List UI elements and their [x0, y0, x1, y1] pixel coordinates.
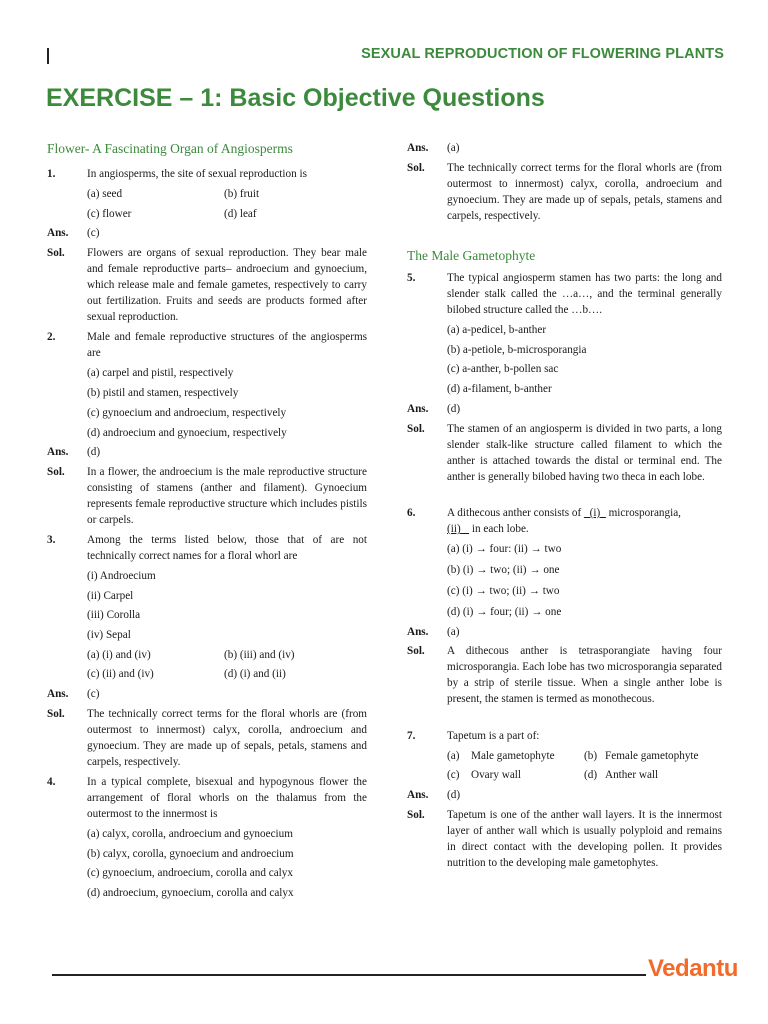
answer-value: (d) [447, 789, 461, 801]
solution-5 [407, 421, 722, 485]
option-a: (a) a-pedicel, b-anther [447, 324, 547, 336]
option-b: (b) (i) → two; (ii) → one [447, 564, 560, 576]
option-a: Male gametophyte [471, 750, 555, 762]
question-text-pre: A dithecous anther consists of [447, 507, 582, 519]
solution-6 [407, 643, 722, 707]
question-number: 4. [47, 776, 56, 788]
question-7 [407, 728, 722, 744]
blank-2: (ii) [447, 523, 461, 535]
header-divider [47, 48, 49, 64]
solution-label: Sol. [407, 162, 425, 174]
answer-6 [407, 624, 722, 640]
answer-1 [47, 225, 367, 241]
question-number: 5. [407, 272, 416, 284]
option-c: (c) a-anther, b-pollen sac [447, 363, 559, 375]
question-text: In a typical complete, bisexual and hypogynous flower the arrangement of floral whorls on the thalamus from the outermost to the innermost is [87, 776, 367, 820]
question-text: In angiosperms, the site of sexual reproduction is [87, 168, 307, 180]
question-text-mid: microsporangia, [608, 507, 681, 519]
solution-label: Sol. [47, 466, 65, 478]
question-text: The typical angiosperm stamen has two parts: the long and slender stalk called the …a…, and the terminal generally bilobed structure called the …b…. [447, 272, 722, 316]
question-text [447, 505, 722, 537]
option-b: Female gametophyte [605, 750, 699, 762]
answer-7 [407, 787, 722, 803]
solution-3 [47, 706, 367, 770]
solution-label: Sol. [47, 247, 65, 259]
answer-3 [47, 686, 367, 702]
solution-label: Sol. [407, 423, 425, 435]
option-c: (c) (ii) and (iv) [87, 668, 154, 680]
option-b: (b) calyx, corolla, gynoecium and androecium [87, 848, 294, 860]
answer-value: (a) [447, 142, 460, 154]
option-c: (c) (i) → two; (ii) → two [447, 585, 560, 597]
option-d: Anther wall [605, 769, 659, 781]
answer-5 [407, 401, 722, 417]
question-1 [47, 166, 367, 182]
option-a: (a) carpel and pistil, respectively [87, 367, 234, 379]
answer-4 [407, 140, 722, 156]
answer-label: Ans. [407, 403, 429, 415]
option-d-letter: (d) [584, 769, 598, 781]
section-heading-male-gametophyte: The Male Gametophyte [407, 248, 536, 263]
solution-text: The stamen of an angiosperm is divided in two parts, a long slender stalk-like structure called filament to which the anther is attached towards the distal or terminal end. The anther is generally bilobed having two theca in each lobe. [447, 423, 722, 483]
answer-value: (d) [87, 446, 101, 458]
answer-value: (a) [447, 626, 460, 638]
option-a-letter: (a) [447, 750, 460, 762]
section-heading-flower: Flower- A Fascinating Organ of Angiosperms [47, 141, 293, 156]
option-c: (c) flower [87, 208, 132, 220]
blank-1: _(i)_ [584, 507, 606, 519]
option-d: (d) leaf [224, 208, 257, 220]
option-d: (d) (i) and (ii) [224, 668, 286, 680]
question-text: Male and female reproductive structures of the angiosperms are [87, 331, 367, 359]
question-4 [47, 774, 367, 822]
solution-text: Tapetum is one of the anther wall layers. It is the innermost layer of anther wall which is usually polyploid and remains in direct contact with the developing pollen. It provides nutrition to the developing male gametophytes. [447, 809, 722, 869]
option-d: (d) a-filament, b-anther [447, 383, 552, 395]
option-d: (d) androecium, gynoecium, corolla and calyx [87, 887, 294, 899]
option-c: Ovary wall [471, 769, 522, 781]
solution-label: Sol. [407, 645, 425, 657]
question-number: 1. [47, 168, 56, 180]
answer-value: (d) [447, 403, 461, 415]
chapter-title: SEXUAL REPRODUCTION OF FLOWERING PLANTS [361, 46, 724, 62]
question-5 [407, 270, 722, 318]
answer-value: (c) [87, 688, 100, 700]
option-a: (a) calyx, corolla, androecium and gynoecium [87, 828, 293, 840]
solution-7 [407, 807, 722, 871]
item-i: (i) Androecium [87, 570, 156, 582]
solution-text: The technically correct terms for the floral whorls are (from outermost to innermost) calyx, corolla, androecium and gynoecium. They are made up of sepals, petals, stamens and carpels, respectively. [87, 708, 367, 768]
question-number: 6. [407, 507, 416, 519]
option-c-letter: (c) [447, 769, 460, 781]
solution-text: A dithecous anther is tetrasporangiate having four microsporangia. Each lobe has two microsporangia separated by a strip of sterile tissue. When a single anther lobe is present, the stamen is termed as monothecous. [447, 645, 722, 705]
solution-text: The technically correct terms for the floral whorls are (from outermost to innermost) calyx, corolla, androecium and gynoecium. They are made up of sepals, petals, stamens and carpels, respectively. [447, 162, 722, 222]
option-d: (d) androecium and gynoecium, respectively [87, 427, 287, 439]
question-6 [407, 505, 722, 537]
solution-2 [47, 464, 367, 528]
option-c: (c) gynoecium and androecium, respectively [87, 407, 287, 419]
option-b: (b) a-petiole, b-microsporangia [447, 344, 587, 356]
exercise-title: EXERCISE – 1: Basic Objective Questions [46, 84, 545, 112]
item-iii: (iii) Corolla [87, 609, 141, 621]
option-c: (c) gynoecium, androecium, corolla and calyx [87, 867, 293, 879]
option-d: (d) (i) → four; (ii) → one [447, 606, 562, 618]
answer-label: Ans. [407, 142, 429, 154]
solution-text: In a flower, the androecium is the male reproductive structure consisting of stamens (anther and filament). Gynoecium represents female reproductive structure which includes pistils or carpels. [87, 466, 367, 526]
question-2 [47, 329, 367, 361]
question-number: 2. [47, 331, 56, 343]
footer-divider [52, 974, 646, 976]
item-ii: (ii) Carpel [87, 590, 134, 602]
question-text: Among the terms listed below, those that of are not technically correct names for a floral whorl are [87, 534, 367, 562]
answer-label: Ans. [47, 446, 69, 458]
answer-label: Ans. [407, 626, 429, 638]
option-b-letter: (b) [584, 750, 598, 762]
option-b: (b) (iii) and (iv) [224, 649, 295, 661]
question-3 [47, 532, 367, 564]
option-a: (a) seed [87, 188, 123, 200]
answer-label: Ans. [47, 688, 69, 700]
solution-label: Sol. [407, 809, 425, 821]
solution-label: Sol. [47, 708, 65, 720]
answer-2 [47, 444, 367, 460]
option-b: (b) fruit [224, 188, 260, 200]
item-iv: (iv) Sepal [87, 629, 131, 641]
solution-text: Flowers are organs of sexual reproduction. They bear male and female reproductive parts– androecium and gynoecium, which release male and female gametes, respectively to carry out fertilization. Fruits and seeds are products formed after sexual reproduction. [87, 247, 367, 323]
question-text-post: in each lobe. [471, 523, 529, 535]
option-a: (a) (i) and (iv) [87, 649, 151, 661]
answer-label: Ans. [407, 789, 429, 801]
vedantu-logo: Vedantu [648, 955, 738, 982]
question-text: Tapetum is a part of: [447, 730, 540, 742]
solution-4 [407, 160, 722, 224]
question-number: 7. [407, 730, 416, 742]
solution-1 [47, 245, 367, 325]
option-b: (b) pistil and stamen, respectively [87, 387, 239, 399]
option-a: (a) (i) → four: (ii) → two [447, 543, 562, 555]
answer-value: (c) [87, 227, 100, 239]
answer-label: Ans. [47, 227, 69, 239]
question-number: 3. [47, 534, 56, 546]
